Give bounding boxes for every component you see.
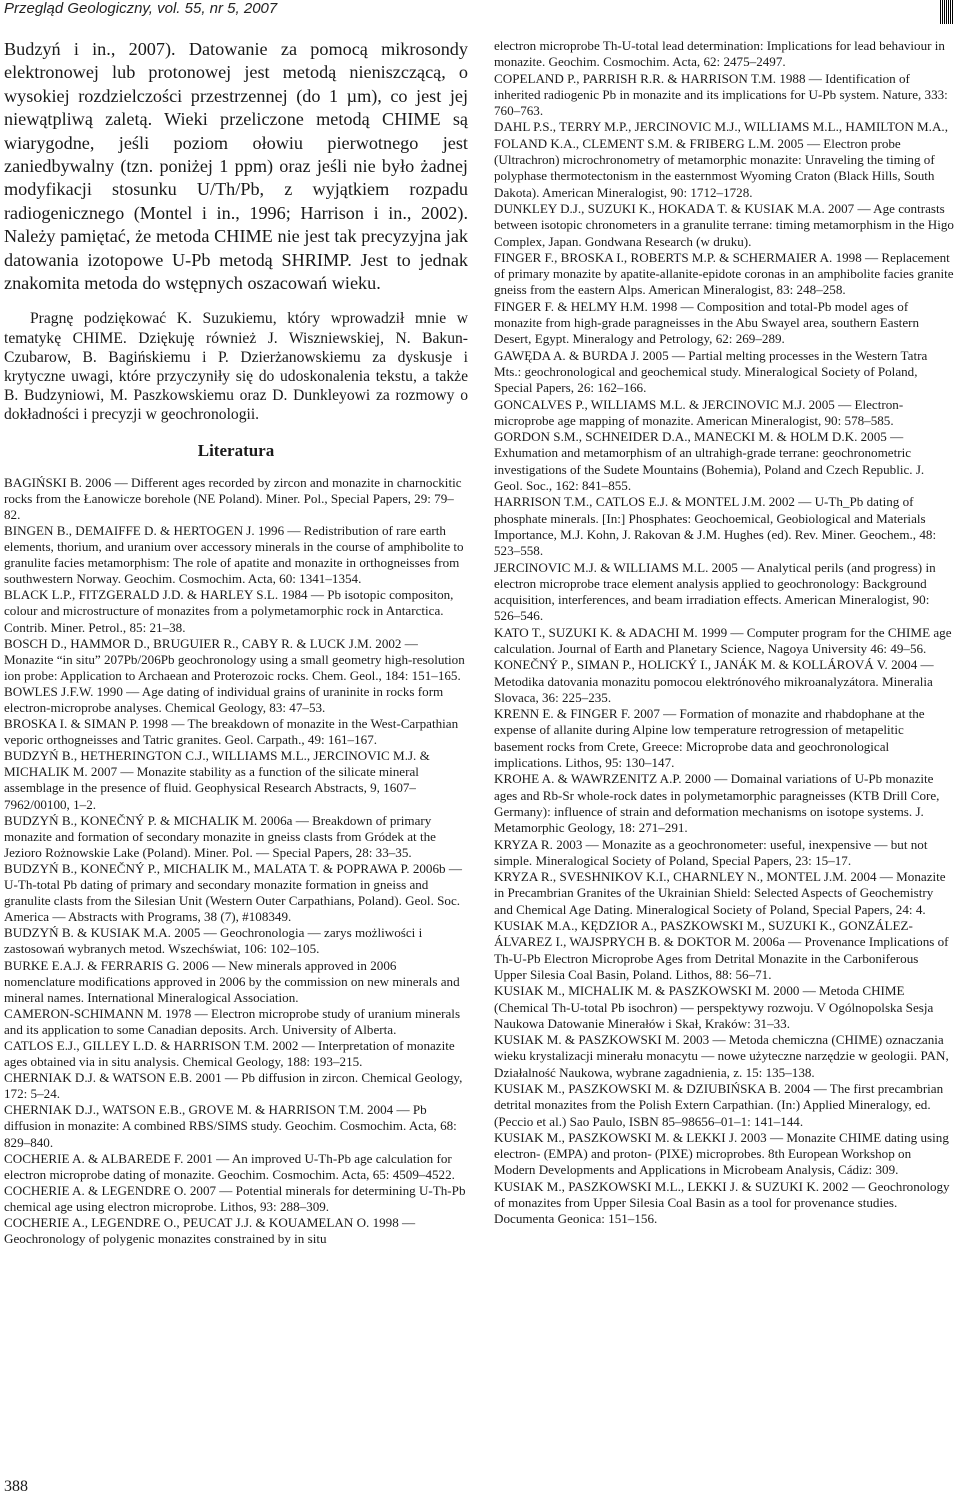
- intro-paragraph: Budzyń i in., 2007). Datowanie za pomocą mikrosondy elektronowej lub protonowej jest metodą nieniszczącą, o wysokiej rozdzielczości przestrzennej (do 1 µm), co jest jej niewątpliwą zaletą. Wieki przeliczone metodą CHIME są wiarygodne, jeśli poziom ołowiu pierwotnego jest zaniedbywalny (tzn. poniżej 1 ppm) oraz jeśli nie było żadnej modyfikacji stosunku U/Th/Pb, z wyjątkiem rozpadu radiogenicznego (Montel i in., 1996; Harrison i in., 2002). Należy pamiętać, że metoda CHIME nie jest tak precyzyjna jak datowania izotopowe U-Pb metodą SHRIMP. Jest to jednak znakomita metoda do wstępnych oszacowań wieku.: [4, 39, 468, 294]
- reference-entry: BUDZYŃ B., HETHERINGTON C.J., WILLIAMS M.L., JERCINOVIC M.J. & MICHALIK M. 2007 — Monazite stability as a function of the silicate mineral assemblage in the presence of fluid. Geophysical Research Abstracts, 9, 1607–7962/00100, 1–2.: [4, 748, 430, 812]
- journal-header: Przegląd Geologiczny, vol. 55, nr 5, 2007: [4, 0, 278, 17]
- reference-entry: CHERNIAK D.J. & WATSON E.B. 2001 — Pb diffusion in zircon. Chemical Geology, 172: 5–24.: [4, 1070, 463, 1102]
- reference-entry: COCHERIE A. & LEGENDRE O. 2007 — Potential minerals for determining U-Th-Pb chemical age using electron microprobe. Lithos, 93: 288–309.: [4, 1182, 466, 1214]
- references-list-right: [494, 38, 954, 1228]
- left-column: [4, 38, 468, 1247]
- reference-entry: KUSIAK M., PASZKOWSKI M. & DZIUBIŃSKA B. 2004 — The first precambrian detrital monazites from the Polish Extern Carpathian. (In:) Applied Mineralogy, ed. (Peccio et al.) Sao Paulo, ISBN 85–98656–01–1: 141–144.: [494, 1081, 944, 1129]
- reference-entry: BOSCH D., HAMMOR D., BRUGUIER R., CABY R. & LUCK J.M. 2002 — Monazite “in situ” 207Pb/206Pb geochronology using a small geometry high-resolution ion probe: Application to Archaean and Proterozoic rocks. Chem. Geol., 184: 151–165.: [4, 635, 465, 683]
- reference-entry: GORDON S.M., SCHNEIDER D.A., MANECKI M. & HOLM D.K. 2005 — Exhumation and metamorphism of an ultrahigh-grade terrane: geochronometric investigations of the Sudete Mountains (Bohemia), Poland and Czech Republic. J. Geol. Soc., 162: 841–855.: [494, 429, 925, 494]
- reference-entry: COCHERIE A., LEGENDRE O., PEUCAT J.J. & KOUAMELAN O. 1998 — Geochronology of polygenic monazites constrained by in situ: [4, 1215, 416, 1247]
- reference-entry: BUDZYŃ B., KONEČNÝ P., MICHALIK M., MALATA T. & POPRAWA P. 2006b — U-Th-total Pb dating of primary and secondary monazite formation in gneiss and granulite clasts from the Silesian Unit (Western Outer Carpathians, Poland). Geol. Soc. America — Abstracts with Programs, 38 (7), #108349.: [4, 860, 462, 925]
- reference-entry: BLACK L.P., FITZGERALD J.D. & HARLEY S.L. 1984 — Pb isotopic compositon, colour and microstructure of monazites from a polymetamorphic rock in Antarctica. Contrib. Miner. Petrol., 85: 21–38.: [4, 587, 454, 635]
- reference-entry: BAGIŃSKI B. 2006 — Different ages recorded by zircon and monazite in charnockitic rocks from the Łanowicze borehole (NE Poland). Miner. Pol., Special Papers, 29: 79–82.: [4, 474, 462, 522]
- reference-entry: KUSIAK M., PASZKOWSKI M.L., LEKKI J. & SUZUKI K. 2002 — Geochronology of monazites from Upper Silesia Coal Basin as a tool for provenance studies. Documenta Geonica: 151–156.: [494, 1178, 950, 1227]
- reference-entry: KONEČNÝ P., SIMAN P., HOLICKÝ I., JANÁK M. & KOLLÁROVÁ V. 2004 — Metodika datovania monazitu pomocou elektrónového mikroanalyzátora. Mineralia Slovaca, 36: 225–235.: [494, 657, 934, 705]
- section-title: Literatura: [197, 440, 275, 460]
- references-list-left: [4, 475, 468, 1248]
- reference-entry: KUSIAK M.A., KĘDZIOR A., PASZKOWSKI M., SUZUKI K., GONZÁLEZ-ÁLVAREZ I., WAJSPRYCH B. & DOKTOR M. 2006a — Provenance Implications of Th-U-Pb Electron Microprobe Ages from Detrital Monazite in the Carboniferous Upper Silesia Coal Basin, Poland. Lithos, 88: 56–71.: [494, 918, 949, 982]
- reference-entry: KUSIAK M., MICHALIK M. & PASZKOWSKI M. 2000 — Metoda CHIME (Chemical Th-U-total Pb isochron) — perspektywy rozwoju. V Ogólnopolska Sesja Naukowa Datowanie Minerałów i Skał, Kraków: 31–33.: [494, 983, 934, 1031]
- right-column: [494, 38, 954, 1228]
- reference-entry: BINGEN B., DEMAIFFE D. & HERTOGEN J. 1996 — Redistribution of rare earth elements, thorium, and uranium over accessory minerals in the course of amphibolite to granulite facies metamorphism: The role of apatite and monazite in orthogneisses from southwestern Norway. Geochim. Cosmochim. Acta, 60: 1341–1354.: [4, 522, 464, 587]
- reference-entry: BOWLES J.F.W. 1990 — Age dating of individual grains of uraninite in rocks form electron-microprobe analyses. Chemical Geology, 83: 47–53.: [4, 683, 444, 715]
- reference-entry: BUDZYŃ B., KONEČNÝ P. & MICHALIK M. 2006a — Breakdown of primary monazite and formation of secondary monazite in gneiss clasts from Gródek at the Jezioro Rożnowskie Lake (Poland). Miner. Pol. — Special Papers, 28: 33–35.: [4, 812, 436, 860]
- reference-entry: CHERNIAK D.J., WATSON E.B., GROVE M. & HARRISON T.M. 2004 — Pb diffusion in monazite: A combined RBS/SIMS study. Geochim. Cosmochim. Acta, 68: 829–840.: [4, 1102, 457, 1150]
- reference-entry: electron microprobe Th-U-total lead determination: Implications for lead behaviour in monazite. Geochim. Cosmochim. Acta, 62: 2475–2497.: [494, 38, 945, 70]
- reference-entry: CATLOS E.J., GILLEY L.D. & HARRISON T.M. 2002 — Interpretation of monazite ages obtained via in situ analysis. Chemical Geology, 188: 193–215.: [4, 1037, 455, 1070]
- reference-entry: FINGER F. & HELMY H.M. 1998 — Composition and total-Pb model ages of monazite from high-grade paragneisses in the Abu Swayel area, southern Eastern Desert, Egypt. Mineralogy and Petrology, 62: 269–289.: [494, 298, 920, 347]
- page-edge-marker: [940, 0, 954, 24]
- reference-entry: KRYZA R., SVESHNIKOV K.I., CHARNLEY N., MONTEL J.M. 2004 — Monazite in Precambrian Granites of the Ukrainian Shield: Selected Aspects of Geochemistry and Chemical Age Dating. Mineralogical Society of Poland, Special Papers, 24: 4.: [494, 869, 946, 917]
- reference-entry: KUSIAK M. & PASZKOWSKI M. 2003 — Metoda chemiczna (CHIME) oznaczania wieku krystalizacji minerału monacytu — nowe użyteczne narzędzie w geologii. PAN, Działalność Naukowa, wybrane zagadnienia, z. 15: 135–138.: [494, 1032, 949, 1080]
- reference-entry: KRYZA R. 2003 — Monazite as a geochronometer: useful, inexpensive — but not simple. Mineralogical Society of Poland, Special Papers, 23: 15–17.: [494, 836, 928, 868]
- reference-entry: BROSKA I. & SIMAN P. 1998 — The breakdown of monazite in the West-Carpathian veporic orthogneisses and Tatric granites. Geol. Carpath., 49: 161–167.: [4, 716, 459, 748]
- reference-entry: COPELAND P., PARRISH R.R. & HARRISON T.M. 1988 — Identification of inherited radiogenic Pb in monazite and its implications for U-Pb system. Nature, 333: 760–763.: [494, 70, 948, 119]
- reference-entry: GONCALVES P., WILLIAMS M.L. & JERCINOVIC M.J. 2005 — Electron-microprobe age mapping of monazite. American Mineralogist, 90: 578–585.: [494, 396, 904, 428]
- reference-entry: JERCINOVIC M.J. & WILLIAMS M.L. 2005 — Analytical perils (and progress) in electron microprobe trace element analysis applied to geochronology: Background acquisition, interferences, and beam irradiation effects. American Mineralogist, 90: 526–546.: [494, 559, 936, 624]
- reference-entry: HARRISON T.M., CATLOS E.J. & MONTEL J.M. 2002 — U-Th_Pb dating of phosphate minerals. [In:] Phosphates: Geochoemical, Geobiological and Materials Importance, M.J. Kohn, J. Rakovan & J.M. Hughes (ed). Rev. Miner. Geochem., 48: 523–558.: [494, 494, 937, 559]
- reference-entry: KATO T., SUZUKI K. & ADACHI M. 1999 — Computer program for the CHIME age calculation. Journal of Earth and Planetary Science, Nagoya University 46: 49–56.: [494, 624, 952, 656]
- reference-entry: CAMERON-SCHIMANN M. 1978 — Electron microprobe study of uranium minerals and its application to some Canadian deposits. Arch. University of Alberta.: [4, 1005, 461, 1037]
- reference-entry: KRENN E. & FINGER F. 2007 — Formation of monazite and rhabdophane at the expense of allanite during Alpine low temperature retrogression of metapelitic basement rocks from Crete, Greece: Microprobe data and geochronological implications. Lithos, 95: 130–147.: [494, 706, 925, 771]
- reference-entry: DUNKLEY D.J., SUZUKI K., HOKADA T. & KUSIAK M.A. 2007 — Age contrasts between isotopic chronometers in a granulite terrane: timing metamorphism in the Higo Complex, Japan. Gondwana Research (w druku).: [494, 200, 954, 249]
- reference-entry: DAHL P.S., TERRY M.P., JERCINOVIC M.J., WILLIAMS M.L., HAMILTON M.A., FOLAND K.A., CLEMENT S.M. & FRIBERG L.M. 2005 — Electron probe (Ultrachron) microchronometry of metamorphic monazite: Unraveling the timing of polyphase thermotectonism in the easternmost Wyoming Craton (Black Hills, South Dakota). American Mineralogist, 90: 1712–1728.: [494, 119, 948, 200]
- page-number: 388: [4, 1478, 28, 1495]
- reference-entry: BURKE E.A.J. & FERRARIS G. 2006 — New minerals approved in 2006 nomenclature modifications approved in 2006 by the commission on new minerals and mineral names. International Mineralogical Association.: [4, 957, 460, 1005]
- intro-section: [4, 38, 468, 425]
- reference-entry: KROHE A. & WAWRZENITZ A.P. 2000 — Domainal variations of U-Pb monazite ages and Rb-Sr whole-rock dates in polymetamorphic paragneisses (KTB Drill Core, Germany): influence of strain and deformation mechanisms on isotope systems. J. Metamorphic Geology, 18: 271–291.: [494, 771, 940, 836]
- reference-entry: COCHERIE A. & ALBAREDE F. 2001 — An improved U-Th-Pb age calculation for electron microprobe dating of monazite. Geochim. Cosmochim. Acta, 65: 4509–4522.: [4, 1150, 455, 1182]
- reference-entry: FINGER F., BROSKA I., ROBERTS M.P. & SCHERMAIER A. 1998 — Replacement of primary monazite by apatite-allanite-epidote coronas in an amphibolite facies granite gneiss from the eastern Alps. American Mineralogist, 83: 248–258.: [494, 249, 954, 298]
- reference-entry: KUSIAK M., PASZKOWSKI M. & LEKKI J. 2003 — Monazite CHIME dating using electron- (EMPA) and proton- (PIXE) microprobes. 8th European Workshop on Modern Developments and Applications in Microbeam Analysis, Cádiz: 309.: [494, 1129, 949, 1178]
- acknowledgment-paragraph: Pragnę podziękować K. Suzukiemu, który wprowadził mnie w tematykę CHIME. Dziękuję również J. Wiszniewskiej, N. Bakun-Czubarow, B. Bagińskiemu i P. Dzierżanowskiemu za dyskusje i krytyczne uwagi, które przyczyniły się do udoskonalenia tekstu, a także B. Budzyniowi, M. Paszkowskiemu oraz D. Dunkleyowi za rozmowy o dokładności i precyzji w geochronologii.: [4, 310, 468, 424]
- reference-entry: BUDZYŃ B. & KUSIAK M.A. 2005 — Geochronologia — zarys możliwości i zastosowań wybranych metod. Wszechświat, 106: 102–105.: [4, 925, 423, 957]
- reference-entry: GAWĘDA A. & BURDA J. 2005 — Partial melting processes in the Western Tatra Mts.: geochronological and geochemical study. Mineralogical Society of Poland, Special Papers, 26: 162–166.: [494, 347, 928, 396]
